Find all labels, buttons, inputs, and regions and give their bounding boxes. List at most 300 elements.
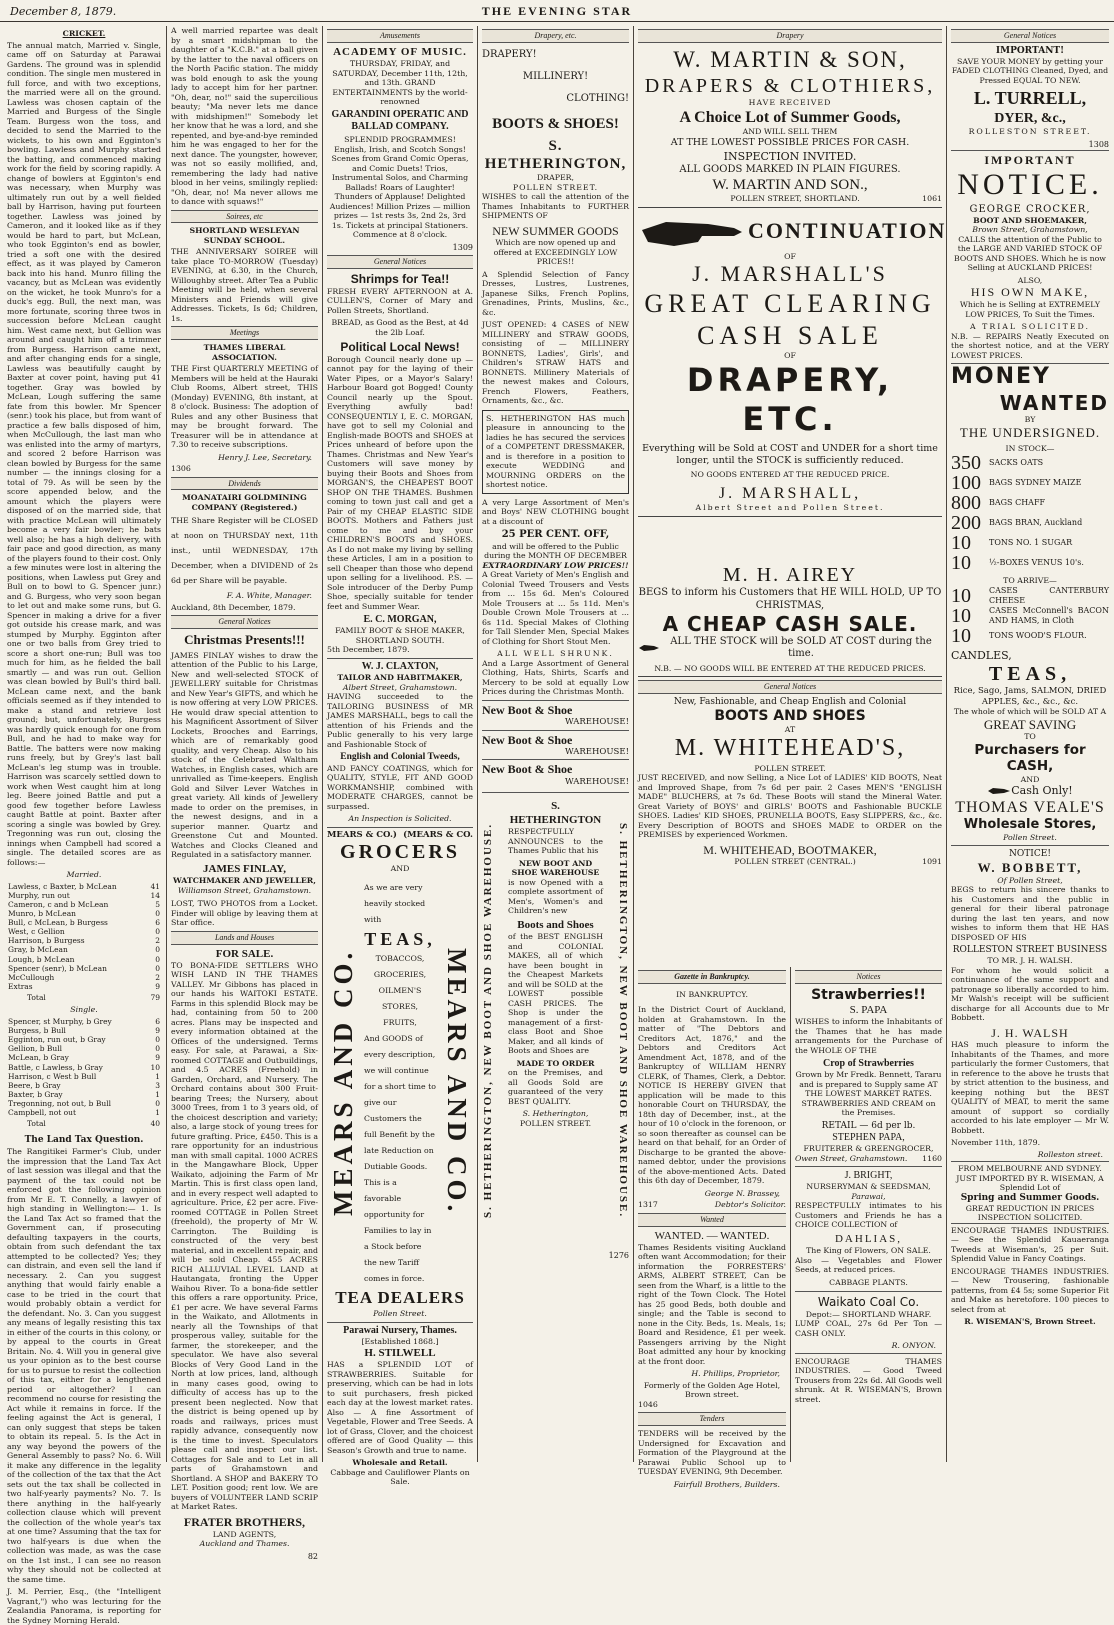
boots-and-shoes: Boots and Shoes xyxy=(517,918,594,931)
liberal-heading: THAMES LIBERAL ASSOCIATION. xyxy=(203,343,286,362)
have-received: HAVE RECEIVED xyxy=(748,98,832,108)
drapery-etc-heading: DRAPERY, ETC. xyxy=(686,360,894,438)
bright-location: Parawai, xyxy=(851,1191,886,1201)
martin-signature: W. MARTIN AND SON., xyxy=(712,176,868,193)
new-summer-goods: NEW SUMMER GOODS xyxy=(492,223,619,238)
pointing-hand-icon xyxy=(638,212,748,252)
perrier-note: J. M. Perrier, Esq., (the "Intelligent Vagrant,") who was lecturing for the Zealandia Panorama, is reporting for the Sydney Morning Herald. xyxy=(7,1587,161,1625)
december-offer: and will be offered to the Public during the MONTH OF DECEMBER xyxy=(484,541,627,561)
notice-label: NOTICE! xyxy=(1009,848,1051,859)
goods-item: OILMEN'S STORES, xyxy=(378,986,422,1012)
bankruptcy-notice: In the District Court of Auckland, holden at Grahamstown. In the matter of "The Debtors and Creditors Act, 1876," and the Debtors and Creditors Act Amendment Act, 1878, and of the Bankruptcy of WILLIAM HENRY CLERK, of Thames, Clerk, a Debtor. NOTICE IS HEREBY GIVEN that application will be made to this honorable Court on THURSDAY, the 18th day of December, inst., at the hour of 10 o'clock in the forenoon, or so soon thereafter as counsel can be heard on that behalf, for an Order of Discharge to be granted the above-named debtor, under the provisions of the above-mentioned Acts. Dated this 6th day of December, 1879. xyxy=(638,1005,786,1186)
of-label-2: OF xyxy=(784,351,796,361)
single-total: Total 40 xyxy=(27,1119,160,1129)
coal-depot: Depot:— SHORTLAND WHARF. xyxy=(805,1309,932,1319)
claxton-advert: HAVING succeeded to the TAILORING BUSINESS of MR JAMES MARSHALL, begs to call the attention of his Friends and the Public generally to his very large and Fashionable Stock of xyxy=(327,692,473,749)
important-heading: IMPORTANT xyxy=(951,150,1109,168)
married-heading: Married. xyxy=(66,870,102,879)
boot-shoe-banner: New Boot & Shoe WAREHOUSE! xyxy=(482,759,629,789)
christmas-presents-heading: Christmas Presents!!! xyxy=(184,632,305,648)
martin-address: POLLEN STREET, SHORTLAND. xyxy=(730,194,860,204)
score-row: Burgess, b Bull 9 xyxy=(8,1025,160,1035)
stock-row: 10 CASES McConnell's BACON AND HAMS, in Cloth xyxy=(951,604,1109,627)
own-make: HIS OWN MAKE, xyxy=(970,285,1090,300)
to-label: TO xyxy=(1024,732,1036,742)
stock-row: 800 BAGS CHAFF xyxy=(951,492,1046,515)
lowest-prices: AT THE LOWEST POSSIBLE PRICES FOR CASH. xyxy=(670,136,910,148)
wiseman-imported: JUST IMPORTED BY R. WISEMAN, A Splendid Lot of xyxy=(956,1173,1104,1193)
finlay-advert: JAMES FINLAY wishes to draw the attention of the Public to his Large, New and well-selected STOCK of JEWELLERY suitable for Christmas and New Year's GIFTS, and which he is now offering at very LOW PRICES. He would draw special attention to his Magnificent Assortment of Silver Lockets, Brooches and Earrings, which are of remarkably good quality, and very Cheap. Also to his stock of the Celebrated Waltham Watches, in English cases, which are unrivalled as Time-keepers. English Gold and Silver Lever Watches in great variety. All kinds of Jewellery made to order on the premises, in the newest designs, and in a superior manner. Quartz and Greenstone Cut and Mounted. Watches and Clocks Cleaned and Regulated in a satisfactory manner. xyxy=(171,650,318,860)
advert-number: 1306 xyxy=(171,464,191,473)
bobbett-address: Of Pollen Street, xyxy=(997,875,1063,885)
teas-heading: TEAS, xyxy=(988,663,1072,686)
also-label: ALSO, xyxy=(1017,275,1043,285)
section-drapery: Drapery, etc. xyxy=(482,29,629,43)
mears-goods-list xyxy=(364,951,436,1031)
well-shrunk: ALL WELL SHRUNK. xyxy=(497,649,614,659)
mens-clothing: A very Large Assortment of Men's and Boys' NEW CLOTHING bought at a discount of xyxy=(482,497,629,526)
wesleyan-notice: THE ANNIVERSARY SOIREE will take place TO-MORROW (Tuesday) EVENING, at 6.30, in the Church, Willoughby street. After Tea a Public Meeting will be held, when several Ministers and Friends will give Addresses. Tickets, Is 6d; Children, 1s. xyxy=(171,247,318,323)
column-2 xyxy=(168,26,321,1561)
goods-item: GROCERIES, xyxy=(373,970,427,980)
foresters-arms-notice: Thames Residents visiting Auckland often want Accommodation; for their information the FORRESTERS' ARMS, ALBERT STREET, Can be seen from the Wharf, is a little to the right of the Town Clock. The Hotel has 25 good Beds, both double and single; and the Table is second to none in the City. Beds, 1s. Meals, 1s; Board and Residence, £1 per week. Passengers arriving by the Night Boat admitted any hour by knocking at the front door. xyxy=(638,1242,786,1366)
all-stock-at-cost: ALL THE STOCK will be SOLD AT COST during the time. xyxy=(670,636,932,660)
moanatairi-heading: MOANATAIRI GOLDMINING COMPANY (Registered.) xyxy=(182,493,307,512)
great-clearing: GREAT CLEARING xyxy=(644,289,936,318)
score-row: Extras 9 xyxy=(8,982,160,992)
score-row: Baxter, b Gray 1 xyxy=(8,1089,160,1099)
will-sell: AND WILL SELL THEM xyxy=(742,127,838,137)
advert-number: 1046 xyxy=(638,1399,658,1409)
tea-dealers-heading: TEA DEALERS xyxy=(335,1287,465,1307)
rolleston-business: ROLLESTON STREET BUSINESS xyxy=(952,945,1108,956)
own-make-prices: Which he is Selling at EXTREMELY LOW PRICES, To Suit the Times. xyxy=(959,300,1101,319)
wholesale-retail: Wholesale and Retail. xyxy=(352,1458,448,1468)
boot-shoe-warehouse-banners xyxy=(482,700,629,790)
stock-row: 10 TONS WOOD'S FLOUR. xyxy=(951,624,1087,647)
nursery-established: [Established 1868.] xyxy=(361,1337,439,1347)
hetherington-name: S. HETHERINGTON, xyxy=(484,137,627,172)
boots-shoes-heading: BOOTS & SHOES! xyxy=(492,116,619,133)
in-bankruptcy: IN BANKRUPTCY. xyxy=(676,989,748,999)
advert-number: 1317 xyxy=(638,1200,658,1210)
score-row: Cameron, c and b McLean 5 xyxy=(8,899,160,909)
clothing-prices: A Great Variety of Men's English and Colonial Tweed Trousers and Vests from ... 15s 6d. Men's Coloured Mole Trousers at ... 5s 11d. Men's Double Crown Mole Trousers at ... 6s 11d. Special Makes of Clothing for Tall Slender Men, Special Makes of Clothing for Short Stout Men. xyxy=(482,570,629,646)
morgan-date: 5th December, 1879. xyxy=(327,645,410,655)
stephen-papa: STEPHEN PAPA, xyxy=(832,1131,905,1143)
walsh-name: J. H. WALSH xyxy=(991,1025,1069,1040)
lost-photos-notice: LOST, TWO PHOTOS from a Locket. Finder will oblige by leaving them at Star office. xyxy=(171,899,318,928)
land-listings: TO BONA-FIDE SETTLERS WHO WISH LAND IN THE THAMES VALLEY. Mr Gibbons has placed in our hands his WAITOKI ESTATE. Farms in this splendid Block may be had, containing from 50 to 200 acres. Plans may be inspected and every information obtained at the Offices of the undersigned. Terms easy. For sale, at Parawai, a Six-roomed COTTAGE and Outbuildings, and 4.5 ACRES (Freehold) in Garden, Orchard, and Nursery. The Orchard contains about 300 Fruit-bearing Trees; the Nursery, about 3000 Trees, from 1 to 3 years old, of the choicest description and variety; also, a large stock of young trees for future grafting. Price, £450. This is a rare opportunity for an industrious man with small capital. 1000 ACRES in the Mangawhare Block, Upper Waikato, adjoining the Farm of Mr Martin. This is first class open land, and in every respect well adapted to agriculture. Price, £2 per acre. Five-roomed COTTAGE in Pollen Street (freehold), the property of Mr W. Carrington. The Building is constructed of the very best material, and in excellent repair, and will be sold Cheap. 455 ACRES RICH ALLUVIAL LEVEL LAND at Hautangata, fronting the Upper Waihou River. To a bona-fide settler this offers a rare opportunity. Price, £1 per acre. We have several Farms in the Waikato, and Allotments in nearly all the Townships of that prosperous valley, suitable for the farmer, the storekeeper, and the speculator. We have also several Blocks of Very Good Land in the North at low prices, land, although in many cases good, owing to difficulty of access has up to the present been neglected. Now that the district is being opened up by roads and railways, prices must rapidly advance, consequently now is the time to invest. Speculators please call and inspect our list. Cottages for Sale and to Let in all parts of Grahamstown and Shortland. A SHOP and BAKERY TO LET. Position good; rent low. We are buyers of VOLUNTEER LAND SCRIP at Market Rates. xyxy=(171,960,318,1512)
lump-coal-price: LUMP COAL, 27s 6d Per Ton — CASH ONLY. xyxy=(795,1319,942,1338)
spring-summer-goods: Spring and Summer Goods. xyxy=(960,1192,1100,1203)
rice-sago: Rice, Sago, Jams, SALMON, DRIED APPLES, &c., &c., &c. xyxy=(953,686,1107,707)
money-heading: MONEY xyxy=(951,363,1109,391)
section-lands-houses: Lands and Houses xyxy=(171,931,318,945)
mears-address: Pollen Street. xyxy=(373,1308,427,1318)
walsh-date: November 11th, 1879. xyxy=(951,1138,1041,1148)
column-6 xyxy=(948,26,1112,1462)
morgan-trade: FAMILY BOOT & SHOE MAKER, SHORTLAND SOUTH. xyxy=(335,626,465,645)
section-meetings: Meetings xyxy=(171,326,318,340)
bread-notice: BREAD, as Good as the Best, at 4d the 2lb Loaf. xyxy=(331,318,469,337)
tenders-notice: TENDERS will be received by the Undersigned for Excavation and Formation of the Playground at the Parawai Public School up to TUESDAY EVENING, 9th December. xyxy=(638,1429,786,1477)
retail-price: RETAIL — 6d per lb. xyxy=(821,1120,916,1131)
walsh-notice: HAS much pleasure to inform the Inhabitants of the Thames, and more particularly the former Customers, that in reference to the above he trusts that by strict attention to the business, and keeping nothing but the BEST QUALITY of MEAT, to merit the same amount of support so cordially accorded to his late employer — Mr W. Bobbett. xyxy=(951,1040,1109,1135)
section-dividends: Dividends xyxy=(171,477,318,491)
section-general-notices: General Notices xyxy=(951,29,1109,43)
draper-label: DRAPER, xyxy=(536,173,575,183)
drapery-label: DRAPERY! xyxy=(482,48,537,60)
for-sale-heading: FOR SALE. xyxy=(215,947,274,960)
liberal-signature: Henry J. Lee, Secretary. xyxy=(218,452,312,462)
academy-programme: SPLENDID PROGRAMMES! English, Irish, and Scotch Songs! Scenes from Grand Comic Operas, and Comic Duets! Trios, Instrumental Solos, and Charming Ballads! Roars of Laughter! Thunders of Applause! Delighted Audiences! Million Prizes — million prizes — 1st rests 3s, 2nd 2s, 3rd 1s. Tickets at principal Stationers. Commence at 8 o'clock. xyxy=(329,135,471,240)
score-row: West, c Gellion 0 xyxy=(8,927,160,937)
teas-heading: TEAS, xyxy=(364,928,436,949)
sold-at-cost: Everything will be Sold at COST and UNDER for a short time longer, until the STOCK is sufficiently reduced. xyxy=(642,443,938,466)
onyon-signature: R. ONYON. xyxy=(891,1341,936,1351)
whole-sold: The whole of which will be SOLD AT A xyxy=(953,707,1107,717)
liberal-notice: THE First QUARTERLY MEETING of Members will be held at the Hauraki Club Rooms, Albert street, THIS (Monday) EVENING, 8th instant, at 8 o'clock. Business: The adoption of Rules and any other Business that may be brought forward. The Treasurer will be in attendance at 7.30 to receive subscriptions. xyxy=(171,364,318,449)
score-row: Gellion, b Bull 0 xyxy=(8,1044,160,1054)
section-gazette-bankruptcy: Gazette in Bankruptcy. xyxy=(638,970,786,984)
midshipman-story: A well married repartee was dealt by a smart midshipman to the daughter of a "K.C.B." at a ball given by the latter to the naval officers on the North Pacific station. The middy was bold enough to ask the young lady to accept him for her partner. "Oh, dear, no!" said the supercilious beauty; "Ma never lets me dance with midshipmen!" Somebody let her know that he was a lord, and she repented, and bye-and-bye reminded him he was engaged to her for the next dance. The youngster, however, was not so easily mollified, and, remembering the lady had native blood in her veins, smilingly replied: "Oh, dear, no! Ma never allows me to dance with squaws!" xyxy=(171,26,318,206)
mears-vertical-left: MEARS AND CO. xyxy=(328,948,358,1216)
section-drapery: Drapery xyxy=(638,29,942,43)
nursery-advert: HAS a SPLENDID LOT of STRAWBERRIES. Suitable for preserving, which can be had in lots to suit purchasers, fresh picked each day at the lowest market rates. Also — A fine Assortment of Vegetable, Flower and Tree Seeds. A lot of Grass, Clover, and the choicest offered are of Good Quality — this Season's Growth and true to name. xyxy=(327,1360,473,1455)
morgan-advert: Borough Council nearly done up — cannot pay for the laying of their Water Pipes, or a Mayor's Salary! Harbour Board got Bogged! County Council nearly up the Spout. Everything awfully bad! CONSEQUENTLY I, E. C. MORGAN, have got to sell my Colonial and English-made BOOTS and SHOES at Prices unheard of before upon the Thames. Christmas and New Year's Customers will save money by buying their Boots and Shoes from MORGAN'S, the CHEAPEST BOOT SHOP ON THE THAMES. Bushmen coming to town just call and get a Pair of my CHEAP ELASTIC SIDE BOOTS. Mothers and Fathers just come to me and buy your CHILDREN'S BOOTS and SHOES. As I do not make my living by selling these Articles, I am in a position to sell Cheaper than those who depend upon selling for a livelihood. P.S. — Sole introducer of the Derby Pump Shoe, specially suitable for tender feet and Summer Wear. xyxy=(327,354,473,611)
bankruptcy-signature: George N. Brassey, xyxy=(704,1188,780,1198)
walsh-address: Rolleston street. xyxy=(1037,1149,1103,1159)
masthead xyxy=(0,0,1114,22)
continuation-row xyxy=(638,207,947,252)
dahlias-heading: DAHLIAS, xyxy=(834,1232,903,1245)
melbourne-sydney: FROM MELBOURNE AND SYDNEY. xyxy=(951,1161,1109,1174)
cabbage-plants: CABBAGE PLANTS. xyxy=(829,1277,908,1287)
score-row: Campbell, not out 1 xyxy=(8,1108,160,1118)
mears-vertical-right: MEARS AND CO. xyxy=(442,948,472,1216)
column-4 xyxy=(479,26,632,1462)
section-amusements: Amusements xyxy=(327,29,473,43)
turrell-name: L. TURRELL, xyxy=(973,88,1087,109)
walsh-transfer: TO MR. J. H. WALSH. xyxy=(987,956,1073,965)
section-general-notices: General Notices xyxy=(638,680,942,694)
wanted-heading: WANTED xyxy=(999,390,1109,415)
score-row: Spencer, st Murphy, b Grey 6 xyxy=(8,1016,160,1026)
made-to-order: MADE TO ORDER xyxy=(516,1058,595,1068)
score-row: Munro, b McLean 0 xyxy=(8,908,160,918)
cricket-heading: CRICKET. xyxy=(62,29,106,38)
cash-only: Cash Only! xyxy=(1011,784,1073,798)
waikato-coal-heading: Waikato Coal Co. xyxy=(795,1291,942,1310)
arrivals-list xyxy=(951,586,1109,646)
shrimps-notice: FRESH EVERY AFTERNOON at A. CULLEN'S, Corner of Mary and Pollen Streets, Shortland. xyxy=(327,286,473,315)
stock-row: 100 BAGS SYDNEY MAIZE xyxy=(951,472,1082,495)
advert-number: 1160 xyxy=(922,1153,942,1163)
claxton-trade: TAILOR AND HABITMAKER, xyxy=(337,673,463,683)
frater-trade: LAND AGENTS, xyxy=(212,1529,277,1539)
claxton-tweeds: English and Colonial Tweeds, xyxy=(340,752,460,763)
section-general-notices: General Notices xyxy=(327,255,473,269)
score-row: McLean, b Gray 9 xyxy=(8,1053,160,1063)
column-5b xyxy=(792,967,945,1462)
phillips-address: Formerly of the Golden Age Hotel, Brown street. xyxy=(643,1380,781,1400)
land-tax-heading: The Land Tax Question. xyxy=(24,1134,144,1145)
plain-figures: ALL GOODS MARKED IN PLAIN FIGURES. xyxy=(679,163,901,175)
stock-list xyxy=(951,453,1109,573)
wanted-heading: WANTED. — WANTED. xyxy=(654,1229,770,1242)
in-stock-label: IN STOCK— xyxy=(1005,443,1055,453)
score-row: Gray, b McLean 0 xyxy=(8,945,160,955)
frater-name: FRATER BROTHERS, xyxy=(183,1514,306,1529)
whitehead-intro: New, Fashionable, and Cheap English and Colonial xyxy=(673,696,907,707)
dressmaker-box: S. HETHERINGTON HAS much pleasure in announcing to the ladies he has secured the services of a COMPETENT DRESSMAKER, and is therefore in a position to execute WEDDING and MOURNING ORDERS on the shortest notice. xyxy=(482,410,629,494)
bright-seeds: Also — Vegetables and Flower Seeds, at reduced prices. xyxy=(795,1255,942,1275)
drapers-clothiers: DRAPERS & CLOTHIERS, xyxy=(644,74,936,97)
turrell-address: ROLLESTON STREET. xyxy=(968,127,1092,137)
papa-name: S. PAPA xyxy=(849,1003,888,1016)
academy-heading: ACADEMY OF MUSIC. xyxy=(333,45,467,58)
marshall-heading: J. MARSHALL'S xyxy=(692,261,888,287)
score-row: McCullough 2 xyxy=(8,972,160,982)
marshall-signature: J. MARSHALL, xyxy=(718,484,862,502)
crocker-name: GEORGE CROCKER, xyxy=(969,203,1091,215)
section-soirees: Soirees, etc xyxy=(171,210,318,224)
advert-number: 82 xyxy=(307,1551,318,1561)
morgan-name: E. C. MORGAN, xyxy=(363,614,437,626)
mears-body: As we are very heavily stocked with TEAS, TOBACCOS, GROCERIES, OILMEN'S STORES, FRUITS, And GOODS of every description, we will continue for a short time to give our Customers the full Benefit by the late Reduction on Dutiable Goods. This is a favorable opportunity for Families to lay in a Stock before the new Tariff comes in force. xyxy=(364,882,436,1283)
column-rule xyxy=(166,26,167,1462)
column-rule xyxy=(477,26,478,1462)
fairfull-signature: Fairfull Brothers, Builders. xyxy=(673,1479,780,1489)
score-row: Lawless, c Baxter, b McLean 41 xyxy=(8,881,160,891)
bright-advert: RESPECTFULLY intimates to his Customers and Friends he has a CHOICE COLLECTION of xyxy=(795,1201,942,1230)
moanatairi-signature: F. A. White, Manager. xyxy=(226,591,312,601)
hats-assortment: And a Large Assortment of General Clothing, Hats, Shirts, Scarfs and Mercery to be sold at equally Low Prices during the Christmas Month. xyxy=(482,658,629,697)
academy-dates: THURSDAY, FRIDAY, and SATURDAY, December 11th, 12th, and 13th. GRAND ENTERTAINMENTS by the world-renowned xyxy=(332,59,468,107)
stilwell-name: H. STILWELL xyxy=(364,1346,436,1359)
column-rule xyxy=(633,26,634,1462)
clothing-label: CLOTHING! xyxy=(566,93,629,105)
advert-number: 1309 xyxy=(452,242,473,252)
cricket-report: The annual match, Married v. Single, came off on Saturday at Parawai Gardens. The ground was in splendid condition. The single men mustered in full force, and with two exceptions, the married were all on the ground. Lawless was chosen captain of the Married and Burgess of the Single Team. Burgess won the toss, and decided to send the Married to the wickets, to his own and Egginton's bowling. Lawless and Murphy started the batting, and commenced making work for the field by scoring rapidly. A change of bowlers at Egginton's end was necessary, when Murphy was ultimately run out by a well fielded ball by Harrison, having put fourteen together. Lawless was joined by Cameron, and it looked like as if they would be hard to part, but McLean, who took Egginton's end as bowler, tried a soft one with the desired effect, as it was played by Cameron back into his hand. Munro filling the vacancy, but as McLean was evidently on the wicket, he took Munro's for a duck's egg. Bull, the next man, was more fortunate, scoring three twos in succession before McLean caught him. West came next, but Gellion was around and caught him off a trimmer from Burgess. Harrison came next, and after changing ends for a single, Lawless was beautifully caught by Baxter at cover point, having put 41 together. Gray was bowled by McLean, Lough suffering the same fate from this bowler. Mr Spencer (senr.) took his place, but from want of practice a few balls disposed of him, when McCullough, the last man who was enlisted into the army of martyrs, and scored 2 before Harrison was clean bowled by Burgess for the same number — the innings closing for a total of 79. As will be seen by the score appended below, and the amount which the players were disposed of on the married side, that with practice McLean will ultimately become a very fair bowler; he bats well also; he has a high delivery, with fair pace and good direction, as many of the players found to their cost. Only a few minutes were lost in altering the positions, when Lawless put Grey and Bull on to bowl to G. Spencer junr.) and G. Burgess, who very soon began to let out and make some runs, but G. Spencer in making a drive for a fiver got outside his crease mark, and was stumped by Murphy. Egginton after one or two balls from Grey tried to score a short one-run; Bull was too much for him, as he fielded the ball smartly — and was run out. Gellion was clean bowled by Bull's third ball. McLean came next, and the bank officials seemed as if they intended to make a stand and retrieve lost ground; but, unfortunately, Burgess was hardly quick enough for one from Bull, and he had to make way for Battle. The batters were now making runs freely, but by Grey's last ball McLean's leg stump was in trouble. Harrison was scarcely settled down to work when West caught him at long leg. Beere joined Battle and put a good few together before Lawless caught Battle at point. Baxter after scoring a single was bowled by Grey. Tregonning was run out, closing the innings when Campbell had scored a single. The detailed scores are as follows:— xyxy=(7,40,161,867)
section-notices: Notices xyxy=(795,970,942,984)
marshall-address: Albert Street and Pollen Street. xyxy=(638,503,942,517)
whitehead-pollen: POLLEN STREET. xyxy=(754,763,826,773)
moanatairi-date: Auckland, 8th December, 1879. xyxy=(171,602,296,612)
claxton-advert-2: AND FANCY COATINGS, which for QUALITY, STYLE, FIT AND GOOD WORKMANSHIP, combined with MODERATE CHARGES, cannot be surpassed. xyxy=(327,763,473,811)
stock-row: 10 TONS NO. 1 SUGAR xyxy=(951,532,1073,555)
phillips-signature: H. Phillips, Proprietor, xyxy=(691,1369,780,1379)
dahlias-sub: The King of Flowers, ON SALE. xyxy=(806,1246,931,1256)
score-row: Tregonning, not out, b Bull 0 xyxy=(8,1099,160,1109)
frater-address: Auckland and Thames. xyxy=(199,1539,290,1549)
stock-row: 200 BAGS BRAN, Auckland xyxy=(951,512,1083,535)
and-label: AND xyxy=(390,864,410,874)
finlay-trade: WATCHMAKER AND JEWELLER, xyxy=(173,876,316,886)
column-rule xyxy=(322,26,323,1462)
hetherington-name-2: S. HETHERINGTON xyxy=(509,800,602,826)
veale-name: THOMAS VEALE'S xyxy=(955,798,1105,816)
column-rule xyxy=(790,967,791,1462)
crop-strawberries: Crop of Strawberries xyxy=(823,1058,914,1070)
bright-trade: NURSERYMAN & SEEDSMAN, xyxy=(806,1182,931,1192)
married-score-table xyxy=(7,882,161,992)
papa-trade: FRUITERER & GREENGROCER, xyxy=(803,1144,934,1154)
encourage-industries-2: ENCOURAGE THAMES INDUSTRIES. — New Trousering, fashionable patterns, from £4 5s; some Superior Fit and Make as heretofore. 100 pieces to select from at xyxy=(951,1266,1109,1314)
papa-address: Owen Street, Grahamstown. xyxy=(795,1153,908,1163)
bobbett-name: W. BOBBETT, xyxy=(977,859,1083,875)
inspection-invited: INSPECTION INVITED. xyxy=(723,150,857,164)
hetherington-prices: Which are now opened up and offered at EXCEEDINGLY LOW PRICES!! xyxy=(493,238,618,267)
single-score-table xyxy=(7,1017,161,1118)
warehouse-body: S. HETHERINGTON RESPECTFULLY ANNOUNCES to the Thames Public that his NEW BOOT AND SHOE WAREHOUSE is now Opened with a complete assortment of Men's, Women's and Children's new Boots and Shoes of the BEST ENGLISH and COLONIAL MAKES, all of which have been bought in the Cheapest Markets and will be SOLD at the LOWEST possible CASH PRICES. The Shop is under the management of a first-class Boot and Shoe Maker, and all kinds of Boots and Shoes are MADE TO ORDER on the Premises, and all Goods Sold are guaranteed of the very BEST QUALITY. S. Hetherington, POLLEN STREET. xyxy=(508,800,603,1128)
column-5-middle xyxy=(635,563,945,908)
stock-row: 10 CASES CANTERBURY CHEESE xyxy=(951,584,1109,607)
notice-heading: NOTICE. xyxy=(957,168,1103,202)
claxton-address: Albert Street, Grahamstown. xyxy=(342,682,458,692)
encourage-industries-1: ENCOURAGE THAMES INDUSTRIES. — See the Splendid Kauaeranga Tweeds at Wiseman's, 25 per Suit. Splendid Value in Fancy Coatings. xyxy=(951,1223,1109,1264)
garandini-company: GARANDINI OPERATIC AND BALLAD COMPANY. xyxy=(331,108,469,132)
discount-label: 25 PER CENT. OFF, xyxy=(501,529,610,541)
strawberries-heading: Strawberries!! xyxy=(811,986,926,1003)
claxton-inspection: An Inspection is Solicited. xyxy=(348,814,452,824)
martin-heading: W. MARTIN & SON, xyxy=(673,46,907,72)
wiseman-signature: R. WISEMAN'S, Brown Street. xyxy=(964,1317,1096,1327)
crocker-address: Brown Street, Grahamstown, xyxy=(972,225,1088,235)
finlay-name: JAMES FINLAY, xyxy=(203,862,286,875)
boot-shoe-banner: New Boot & Shoe WAREHOUSE! xyxy=(482,730,629,760)
cheap-cash-sale: A CHEAP CASH SALE. xyxy=(662,611,918,636)
advert-number: 1091 xyxy=(922,857,942,867)
score-row: Lough, b McLean 0 xyxy=(8,954,160,964)
hetherington-warehouse-advert xyxy=(482,792,629,1248)
crocker-nb: N.B. — REPAIRS Neatly Executed on the shortest notice, and at the VERY LOWEST PRICES. xyxy=(951,331,1109,360)
married-total: Total 79 xyxy=(27,993,160,1003)
section-tenders: Tenders xyxy=(638,1412,786,1426)
score-row: Bull, c McLean, b Burgess 6 xyxy=(8,918,160,928)
millinery-label: MILLINERY! xyxy=(522,70,589,82)
section-wanted: Wanted xyxy=(638,1213,786,1227)
advert-number: 1061 xyxy=(922,194,942,204)
nursery-heading: Parawai Nursery, Thames. xyxy=(327,1322,473,1337)
veale-address: Pollen Street. xyxy=(951,833,1109,846)
crocker-trade: BOOT AND SHOEMAKER, xyxy=(973,215,1087,225)
column-5-top xyxy=(635,26,945,561)
pointing-hand-icon xyxy=(987,786,1011,796)
wholesale-stores: Wholesale Stores, xyxy=(963,817,1097,833)
pointing-hand-icon xyxy=(638,643,660,653)
stock-row: 350 SACKS OATS xyxy=(951,452,1044,475)
goods-item: FRUITS, xyxy=(383,1018,417,1028)
pollen-street: POLLEN STREET. xyxy=(512,182,599,192)
claxton-name: W. J. CLAXTON, xyxy=(327,658,473,673)
turrell-trade: DYER, &c., xyxy=(994,111,1066,127)
bright-name: J. BRIGHT, xyxy=(795,1166,942,1182)
great-saving: GREAT SAVING xyxy=(983,716,1077,732)
airey-intro: BEGS to inform his Customers that HE WILL HOLD, UP TO CHRISTMAS, xyxy=(638,587,942,611)
score-row: Egginton, run out, b Gray 0 xyxy=(8,1035,160,1045)
whitehead-boots: BOOTS AND SHOES xyxy=(714,707,866,724)
papa-details: Grown by Mr Fredk. Bennett, Tararu and is prepared to Supply same AT THE LOWEST MARKET RATES. STRAWBERRIES AND CREAM on the Premises. xyxy=(795,1070,942,1118)
hetherington-vertical-right: S. HETHERINGTON, NEW BOOT AND SHOE WAREHOUSE. xyxy=(617,823,629,1219)
and-label: AND xyxy=(1020,774,1040,784)
finlay-address: Williamson Street, Grahamstown. xyxy=(177,885,312,895)
hetherington-intro: WISHES to call the attention of the Thames Inhabitants to FURTHER SHIPMENTS OF xyxy=(482,192,629,221)
by-label: BY xyxy=(1024,415,1036,425)
score-row: Beere, b Gray 3 xyxy=(8,1080,160,1090)
shrimps-heading: Shrimps for Tea!! xyxy=(350,272,450,287)
candles: CANDLES, xyxy=(951,648,1012,662)
millinery-cases: JUST OPENED: 4 CASES of NEW MILLINERY and STRAW GOODS, consisting of — MILLINERY BONNETS, Ladies', Girls', and Children's STRAW HATS and BONNETS. Millinery Materials of the newest makes and Colours, French Flowers, Feathers, Ornaments, &c., &c. xyxy=(482,320,629,406)
score-row: Battle, c Lawless, b Gray 10 xyxy=(8,1062,160,1072)
hetherington-selection: A Splendid Selection of Fancy Dresses, Lustres, Lustrenes, Japanese Silks, French Poplins, Grenadines, Prints, Muslins, &c., &c. xyxy=(482,269,629,317)
boot-shoe-banner: New Boot & Shoe WAREHOUSE! xyxy=(482,700,629,730)
encourage-industries: ENCOURAGE THAMES INDUSTRIES. — Good Tweed Trousers from 22s 6d. All Goods well shrunk. At R. WISEMAN'S, Brown street. xyxy=(795,1353,942,1405)
airey-heading: M. H. AIREY xyxy=(722,564,858,586)
score-row: Spencer (senr), b McLean 0 xyxy=(8,963,160,973)
single-heading: Single. xyxy=(70,1005,98,1015)
choice-summer-goods: A Choice Lot of Summer Goods, xyxy=(679,108,901,126)
crocker-advert: CALLS the attention of the Public to the LARGE AND VARIED STOCK OF BOOTS AND SHOES. Which he is now Selling at AUCKLAND PRICES! xyxy=(954,234,1106,273)
grocers-heading: GROCERS xyxy=(340,841,460,864)
land-tax-article: The Rangitikei Farmer's Club, under the impression that the Land Tax Act of last session was illegal and that the payment of the tax could not be enforced got the following opinion from Mr E. T. Connelly, a lawyer of high standing in Wellington:— 1. Is the Land Tax Act so framed that the Government can, if prosecuting defaulting taxpayers in the courts, obtain from such defendant the tax attempted to be collected? Yes; they can distrain, and even sell the land if necessary. 2. Can you suggest anything that would fairly enable a case to be tried in the court that would probably obtain a verdict for the defendant. No. 3. Can you suggest any means of legally resisting this tax in either of the courts in this colony, or by appeal to the courts in Great Britain. No. 4. Will you in general give us your opinion as to the best course for us to pursue to resist the collection of this tax, either for a lengthened period or altogether? I can recommend no course for resisting the Act while it remains in force. If the feeling against the Act is general, I can only suggest that steps be taken to obtain its repeal. 5. Is the Act in any way beyond the powers of the General Assembly to pass? No. 6. Will it make any difference in the legality of the collection of the tax that the Act sets out the tax shall be collected in two half-yearly payments? No. 7. Is there anything in the half-yearly collection clause which will prevent the collection of the whole year's tax at one time? Assuming that the tax for two half-years is due when the collection was made, as was the case on the 1st inst., I can see no reason why they should not be collected at the same time. xyxy=(7,1147,161,1584)
column-1 xyxy=(4,26,164,1625)
purchasers-cash: Purchasers for CASH, xyxy=(974,741,1086,775)
stock-row: 10 ½-BOXES VENUS 10's. xyxy=(951,552,1084,575)
extraordinary-prices: EXTRAORDINARY LOW PRICES!! xyxy=(482,560,629,570)
score-row: Murphy, run out 14 xyxy=(8,890,160,900)
score-row: Harrison, c West b Bull 1 xyxy=(8,1071,160,1081)
moanatairi-notice: THE Share Register will be CLOSED at noon on THURSDAY next, 11th inst., until WEDNESDAY, 17th December, when a DIVIDEND of 2s 6d per Share will be payable. xyxy=(171,516,318,585)
wesleyan-heading: SHORTLAND WESLEYAN SUNDAY SCHOOL. xyxy=(189,226,300,245)
of-label: OF xyxy=(784,251,796,261)
no-goods-entered: NO GOODS ENTERED AT THE REDUCED PRICE. xyxy=(690,470,890,480)
column-5a xyxy=(635,967,789,1489)
cash-sale: CASH SALE xyxy=(697,320,883,350)
political-news-heading: Political Local News! xyxy=(340,340,460,355)
trial-solicited: A TRIAL SOLICITED. xyxy=(970,322,1090,332)
section-general-notices: General Notices xyxy=(171,615,318,629)
whitehead-address: POLLEN STREET (CENTRAL.) xyxy=(734,857,856,867)
whitehead-signature: M. WHITEHEAD, BOOTMAKER, xyxy=(703,842,877,857)
cabbage-plants: Cabbage and Cauliflower Plants on Sale. xyxy=(330,1467,470,1487)
whitehead-name: M. WHITEHEAD'S, xyxy=(674,735,906,762)
at-label: AT xyxy=(784,724,796,734)
to-arrive-label: TO ARRIVE— xyxy=(1003,576,1057,586)
issue-date: December 8, 1879. xyxy=(10,5,117,18)
hetherington-vertical-left: S. HETHERINGTON, NEW BOOT AND SHOE WAREHOUSE. xyxy=(482,823,494,1219)
goods-item: TOBACCOS, xyxy=(375,954,425,964)
turrell-advert: SAVE YOUR MONEY by getting your FADED CLOTHING Cleaned, Dyed, and Pressed EQUAL TO NEW. xyxy=(951,56,1109,85)
newspaper-title: THE EVENING STAR xyxy=(481,4,633,18)
bobbett-thanks: For whom he would solicit a continuance of the same support and patronage so liberally accorded to him. Mr Walsh's receipt will be sufficient discharge for all Accounts due to Mr Bobbett. xyxy=(951,965,1109,1022)
column-3 xyxy=(324,26,476,1487)
continuation-heading: CONTINUATION xyxy=(748,218,947,244)
bobbett-notice: BEGS to return his sincere thanks to his Customers and the public in general for their liberal patronage during the last ten years, and now wishes to inform them that HE HAS DISPOSED OF HIS xyxy=(951,885,1109,942)
airey-nb: N.B. — NO GOODS WILL BE ENTERED AT THE REDUCED PRICES. xyxy=(638,664,942,678)
advert-number: 1308 xyxy=(1088,139,1109,149)
score-row: Harrison, b Burgess 2 xyxy=(8,936,160,946)
undersigned: THE UNDERSIGNED. xyxy=(959,424,1101,440)
great-reduction: GREAT REDUCTION IN PRICES INSPECTION SOLICITED. xyxy=(965,1203,1095,1223)
important-label: IMPORTANT! xyxy=(995,45,1065,56)
papa-intro: WISHES to inform the Inhabitants of the Thames that he has made arrangements for the Purchase of the WHOLE OF THE xyxy=(795,1017,942,1055)
debtors-solicitor: Debtor's Solicitor. xyxy=(714,1200,786,1210)
mears-header: MEARS & CO.) (MEARS & CO. xyxy=(327,827,473,840)
mears-advert xyxy=(327,876,473,1288)
whitehead-advert: JUST RECEIVED, and now Selling, a Nice Lot of LADIES' KID BOOTS, Neat and Improved Shape, from 7s 6d per pair. 2 Cases MEN'S "ENGLISH MADE" BLUCHERS, at 7s 6d. These Boots will stand the Mineral Water. Great Variety of BOYS' and GIRLS' BOOTS and Fashionable BUCKLE SHOES. Ladies' KID SHOES, PRUNELLA BOOTS, Easy SLIPPERS, &c., &c. Every Description of BOOTS and SHOES MADE to ORDER on the PREMISES by experienced Workmen. xyxy=(638,773,942,840)
